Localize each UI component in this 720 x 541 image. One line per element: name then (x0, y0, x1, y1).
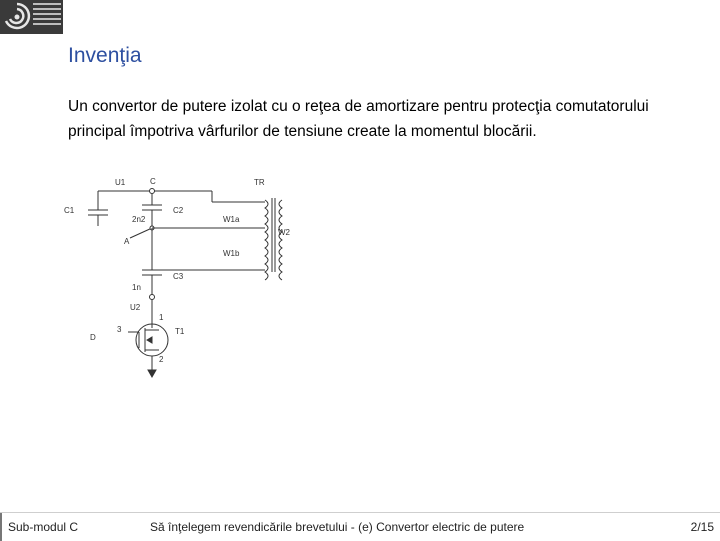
node-a-branch (130, 228, 152, 238)
slide-paragraph: Un convertor de putere izolat cu o reţea de amortizare pentru protecţia comutatorului principal împotriva vârfurilor de tensiune create la momentul blocării. (68, 98, 649, 140)
label-t1: T1 (175, 327, 185, 336)
t1-arrow-icon (147, 337, 152, 343)
ground-arrow-icon (148, 370, 156, 377)
label-pin2: 2 (159, 355, 164, 364)
label-2n2: 2n2 (132, 215, 146, 224)
label-c3: C3 (173, 272, 184, 281)
label-c2: C2 (173, 206, 184, 215)
footer-page-number: 2/15 (690, 520, 714, 534)
label-d: D (90, 333, 96, 342)
label-c1: C1 (64, 206, 75, 215)
label-w2: W2 (278, 228, 290, 237)
terminal-u2 (150, 295, 155, 300)
slide-title: Invenţia (68, 44, 142, 67)
terminal-c (150, 189, 155, 194)
footer-center-text: Să înţelegem revendicările brevetului - (e) Convertor electric de putere (150, 520, 525, 534)
label-1n: 1n (132, 283, 141, 292)
transformer-primary-coil (265, 200, 268, 280)
label-u1: U1 (115, 178, 126, 187)
label-w1a: W1a (223, 215, 240, 224)
label-c: C (150, 177, 156, 186)
label-a: A (124, 237, 130, 246)
epo-logo (0, 0, 63, 34)
label-pin1: 1 (159, 313, 164, 322)
label-tr: TR (254, 178, 265, 187)
footer-module: Sub-modul C (0, 513, 78, 541)
logo-text-lines (33, 3, 61, 28)
transformer-secondary-coil (279, 200, 282, 280)
label-u2: U2 (130, 303, 141, 312)
label-w1b: W1b (223, 249, 240, 258)
label-pin3: 3 (117, 325, 122, 334)
slide-footer (0, 512, 720, 541)
circuit-diagram (60, 172, 330, 387)
epo-logo-mark-icon (2, 1, 32, 33)
